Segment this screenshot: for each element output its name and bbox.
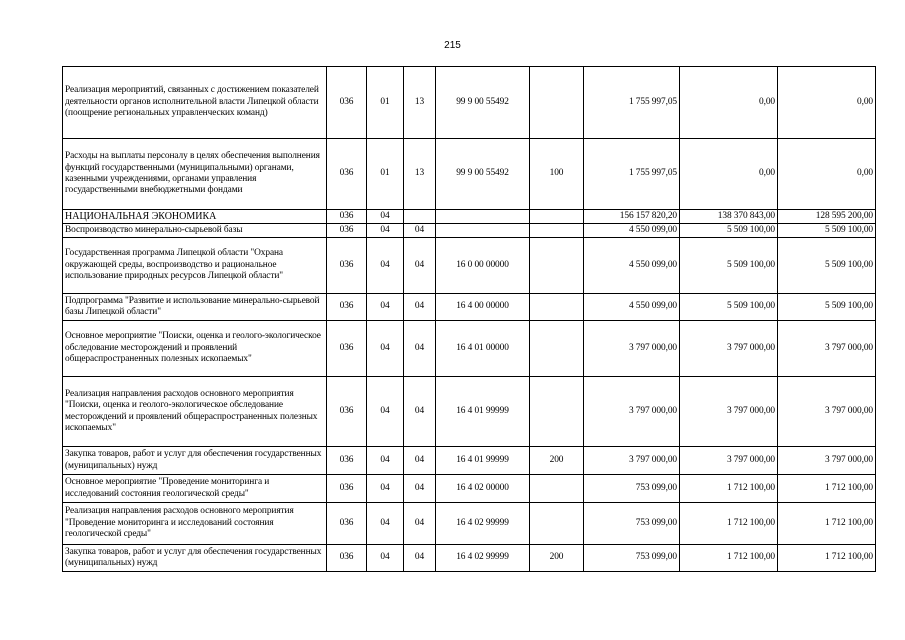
subsection-code-cell: 13 [404,139,436,210]
subsection-code-cell: 04 [404,475,436,503]
subsection-code-cell: 04 [404,447,436,475]
amount-year3-cell: 3 797 000,00 [778,377,876,447]
target-article-cell: 16 4 01 99999 [436,447,530,475]
table-row [63,224,876,238]
amount-year3-cell: 3 797 000,00 [778,321,876,377]
admin-code-cell: 036 [327,321,367,377]
subsection-code-cell: 04 [404,545,436,572]
amount-year2-cell: 138 370 843,00 [680,210,778,224]
item-name-cell: Подпрограмма "Развитие и использование минерально-сырьевой базы Липецкой области" [63,294,327,321]
amount-year1-cell: 1 755 997,05 [584,67,680,139]
target-article-cell: 16 4 00 00000 [436,294,530,321]
item-name-cell: Воспроизводство минерально-сырьевой базы [63,224,327,238]
section-code-cell: 04 [367,377,404,447]
amount-year3-cell: 5 509 100,00 [778,294,876,321]
table-row [63,294,876,321]
page-number: 215 [444,40,461,51]
section-code-cell: 04 [367,447,404,475]
target-article-cell: 99 9 00 55492 [436,139,530,210]
amount-year2-cell: 3 797 000,00 [680,377,778,447]
amount-year3-cell: 5 509 100,00 [778,238,876,294]
subsection-code-cell: 04 [404,503,436,545]
table-row [63,503,876,545]
subsection-code-cell: 04 [404,377,436,447]
subsection-code-cell: 04 [404,294,436,321]
admin-code-cell: 036 [327,475,367,503]
amount-year3-cell: 1 712 100,00 [778,503,876,545]
amount-year1-cell: 3 797 000,00 [584,377,680,447]
item-name-cell: Основное мероприятие "Поиски, оценка и геолого-экологическое обследование месторождений и проявлений общераспространенных полезных ископаемых" [63,321,327,377]
amount-year1-cell: 3 797 000,00 [584,321,680,377]
amount-year2-cell: 0,00 [680,139,778,210]
amount-year1-cell: 753 099,00 [584,503,680,545]
admin-code-cell: 036 [327,238,367,294]
item-name-cell: НАЦИОНАЛЬНАЯ ЭКОНОМИКА [63,210,327,224]
table-row [63,238,876,294]
expense-type-cell: 200 [530,447,584,475]
table-row [63,475,876,503]
admin-code-cell: 036 [327,210,367,224]
section-code-cell: 04 [367,294,404,321]
expense-type-cell [530,321,584,377]
amount-year2-cell: 0,00 [680,67,778,139]
amount-year3-cell: 5 509 100,00 [778,224,876,238]
expense-type-cell [530,238,584,294]
item-name-cell: Реализация мероприятий, связанных с достижением показателей деятельности органов исполнительной власти Липецкой области (поощрение региональных управленческих команд) [63,67,327,139]
target-article-cell: 16 4 02 99999 [436,503,530,545]
expense-type-cell: 100 [530,139,584,210]
target-article-cell: 16 0 00 00000 [436,238,530,294]
table-row [63,321,876,377]
expense-type-cell [530,67,584,139]
amount-year2-cell: 5 509 100,00 [680,238,778,294]
item-name-cell: Закупка товаров, работ и услуг для обеспечения государственных (муниципальных) нужд [63,447,327,475]
admin-code-cell: 036 [327,377,367,447]
table-row [63,447,876,475]
section-code-cell: 01 [367,67,404,139]
subsection-code-cell: 04 [404,224,436,238]
subsection-code-cell: 04 [404,238,436,294]
expense-type-cell: 200 [530,545,584,572]
amount-year1-cell: 4 550 099,00 [584,238,680,294]
expense-type-cell [530,475,584,503]
item-name-cell: Реализация направления расходов основного мероприятия "Поиски, оценка и геолого-экологическое обследование месторождений и проявлений общераспространенных полезных ископаемых" [63,377,327,447]
admin-code-cell: 036 [327,503,367,545]
amount-year3-cell: 128 595 200,00 [778,210,876,224]
admin-code-cell: 036 [327,67,367,139]
table-row [63,139,876,210]
budget-table [62,66,876,572]
subsection-code-cell: 13 [404,67,436,139]
amount-year1-cell: 753 099,00 [584,475,680,503]
amount-year1-cell: 4 550 099,00 [584,294,680,321]
amount-year1-cell: 1 755 997,05 [584,139,680,210]
subsection-code-cell [404,210,436,224]
target-article-cell [436,224,530,238]
section-code-cell: 01 [367,139,404,210]
table-row [63,545,876,572]
target-article-cell: 16 4 01 00000 [436,321,530,377]
admin-code-cell: 036 [327,447,367,475]
section-code-cell: 04 [367,238,404,294]
expense-type-cell [530,503,584,545]
amount-year2-cell: 1 712 100,00 [680,475,778,503]
expense-type-cell [530,294,584,321]
admin-code-cell: 036 [327,294,367,321]
amount-year2-cell: 3 797 000,00 [680,447,778,475]
target-article-cell: 16 4 02 00000 [436,475,530,503]
expense-type-cell [530,377,584,447]
admin-code-cell: 036 [327,224,367,238]
target-article-cell: 16 4 02 99999 [436,545,530,572]
amount-year3-cell: 1 712 100,00 [778,475,876,503]
amount-year2-cell: 1 712 100,00 [680,503,778,545]
amount-year3-cell: 0,00 [778,67,876,139]
expense-type-cell [530,224,584,238]
section-code-cell: 04 [367,224,404,238]
item-name-cell: Закупка товаров, работ и услуг для обеспечения государственных (муниципальных) нужд [63,545,327,572]
amount-year1-cell: 4 550 099,00 [584,224,680,238]
table-body [63,67,876,572]
amount-year3-cell: 3 797 000,00 [778,447,876,475]
admin-code-cell: 036 [327,545,367,572]
table-row [63,377,876,447]
admin-code-cell: 036 [327,139,367,210]
amount-year2-cell: 3 797 000,00 [680,321,778,377]
item-name-cell: Государственная программа Липецкой области "Охрана окружающей среды, воспроизводство и рациональное использование природных ресурсов Липецкой области" [63,238,327,294]
item-name-cell: Основное мероприятие "Проведение мониторинга и исследований состояния геологической среды" [63,475,327,503]
table-row [63,210,876,224]
target-article-cell [436,210,530,224]
section-code-cell: 04 [367,210,404,224]
amount-year1-cell: 3 797 000,00 [584,447,680,475]
subsection-code-cell: 04 [404,321,436,377]
expense-type-cell [530,210,584,224]
target-article-cell: 16 4 01 99999 [436,377,530,447]
amount-year1-cell: 753 099,00 [584,545,680,572]
section-code-cell: 04 [367,475,404,503]
amount-year3-cell: 1 712 100,00 [778,545,876,572]
amount-year2-cell: 5 509 100,00 [680,224,778,238]
table-row [63,67,876,139]
target-article-cell: 99 9 00 55492 [436,67,530,139]
item-name-cell: Расходы на выплаты персоналу в целях обеспечения выполнения функций государственными (муниципальными) органами, казенными учреждениями, органами управления государственными внебюджетными фондами [63,139,327,210]
item-name-cell: Реализация направления расходов основного мероприятия "Проведение мониторинга и исследований состояния геологической среды" [63,503,327,545]
section-code-cell: 04 [367,321,404,377]
amount-year2-cell: 1 712 100,00 [680,545,778,572]
amount-year3-cell: 0,00 [778,139,876,210]
section-code-cell: 04 [367,545,404,572]
section-code-cell: 04 [367,503,404,545]
amount-year1-cell: 156 157 820,20 [584,210,680,224]
amount-year2-cell: 5 509 100,00 [680,294,778,321]
